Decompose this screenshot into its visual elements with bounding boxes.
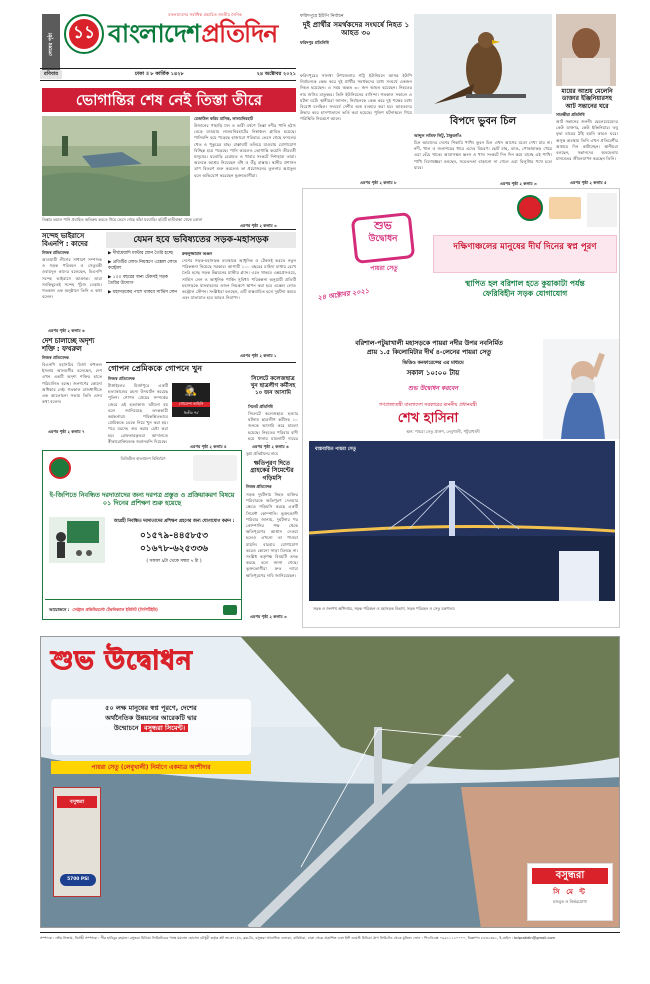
cement-bag-illustration	[53, 787, 101, 897]
logo-part2: প্রতিদিন	[201, 19, 278, 48]
training-icon	[49, 517, 105, 563]
mother-photo	[556, 14, 616, 86]
masthead-logo	[108, 18, 308, 54]
bashundhara-ribbon: পায়রা সেতু (লেবুখালী) নির্মাণে একমাত্র অংশীদার	[51, 761, 251, 774]
mother-headline[interactable]: মায়ের আশ্রয় মেলেনি ডাক্তার ইঞ্জিনিয়ারসহ আট সন্তানের ঘরে	[561, 88, 613, 110]
bridge-desc-2: প্রায় ১.৫ কিলোমিটার দীর্ঘ ৪-লেনের পায়রা সেতু	[366, 348, 492, 356]
highway-headline-box	[106, 232, 296, 248]
cement-byline: নিজস্ব প্রতিবেদক	[246, 484, 272, 489]
bridge-desc-1: বরিশাল-পটুয়াখালী মহাসড়কে পায়রা নদীর উপর নবনির্মিত	[355, 339, 503, 347]
faridpur-continue[interactable]: এরপর পৃষ্ঠা ২ কলাম ৮	[360, 180, 397, 185]
kite-headline-box	[414, 116, 552, 129]
cement-continue[interactable]: এরপর পৃষ্ঠা ২ কলাম ৩	[250, 614, 287, 619]
corner-label: লেষের পৃষ্ঠা	[48, 32, 54, 56]
highway-bullet: ▶ মহাসড়কের পাশে থাকবে সার্ভিস লেন	[108, 290, 177, 295]
stamp-shubho: শুভ	[374, 219, 392, 232]
night-bridge-illustration	[309, 441, 615, 601]
egp-note: আগ্রহী নিবন্ধিত দরদাতাদের প্রশিক্ষণ গ্রহণের জন্য যোগাযোগ করুন :	[113, 519, 235, 524]
pm-portrait	[543, 339, 619, 439]
teesta-caption: তিস্তার ভয়াল পানি প্রবাহিত অতিক্রম করতে গিয়ে ভেসে গেছে কাঁচা ঘরবাড়ি। ছবিটি হাতীবান্ধা থেকে তোলা	[42, 217, 203, 222]
kite-illustration	[414, 14, 552, 114]
venue-line: স্থান: পায়রা সেতু প্রাঙ্গণ, লেবুখালী, পটুয়াখালী	[406, 429, 480, 434]
stamp-bridge-name: পায়রা সেতু	[370, 265, 398, 272]
mother-byline: সাতক্ষীরা প্রতিনিধি	[556, 112, 585, 117]
highway-bullet: ▶ ১০০ বছরের জন্য টেকসই সড়ক তৈরির উদ্যোগ	[108, 275, 168, 286]
bashundhara-ad	[40, 636, 620, 928]
mujib-logo-icon	[193, 455, 237, 481]
lover-body: টাঙ্গাইলের মির্জাপুরে একটি হত্যাকাণ্ডের রহস্য উদঘাটন করেছে পুলিশ। গোপন প্রেমের সম্পর্কের জেরে এই হত্যাকাণ্ড ঘটানো হয় বলে জানিয়েছে তদন্তকারী কর্মকর্তারা। পরিকল্পিতভাবে প্রেমিককে ডেকে নিয়ে খুন করা হয়। পরে মরদেহ গুম করার চেষ্টা করা হয়। গ্রেফতারকৃতরা আদালতে স্বীকারোক্তিমূলক জবানবন্দি দিয়েছে।	[108, 383, 168, 443]
psi-badge: 5700 PSI	[60, 874, 96, 886]
teesta-body: উজানের পাহাড়ি ঢল ও ভারী বর্ষণে তিস্তা নদীর পানি হঠাৎ বেড়ে যাওয়ায় লালমনিরহাটের নিম্নাঞ্চল প্লাবিত হয়েছে। পানিবন্দি হয়ে পড়েছে হাজারো পরিবার। ভেসে গেছে ফসলের খেত ও পুকুরের মাছ। রাস্তাঘাট তলিয়ে যাওয়ায় যোগাযোগ বিচ্ছিন্ন হয়ে পড়েছে। পানি কমলেও ভোগান্তি কমেনি তীরবর্তী মানুষের। ঘরবাড়ি মেরামত ও খাবার সংকটে দিশাহারা তারা। অনেকে আশ্রয় নিয়েছেন বাঁধ ও উঁচু রাস্তায়। স্থানীয় প্রশাসন ত্রাণ বিতরণ শুরু করলেও তা প্রয়োজনের তুলনায় অপ্রতুল বলে অভিযোগ করেছেন ভুক্তভোগীরা।	[194, 123, 296, 178]
egp-logo-icon	[223, 605, 237, 615]
imprint-line: সম্পাদক : নঈম নিজাম, নির্বাহী সম্পাদক : পীর হাবিবুর রহমান। বসুন্ধরা মিডিয়া লিমিটেডের পক্ষে ময়নাল হোসেন চৌধুরী কর্তৃক প্লট নং-৩৭১/এ, ব্লক-ডি, বসুন্ধরা আবাসিক এলাকা, বারিধারা, ঢাকা থেকে প্রকাশিত এবং ইস্ট ওয়েস্ট মিডিয়া গ্রুপ লিমিটেড থেকে মুদ্রিত। ফোন : পিএবিএক্স ০৯৬১১১২০০০০, বিজ্ঞাপন ৮৪৩২৩৬১, ই-মেইল : bdpratidin@gmail.com	[40, 936, 556, 940]
cement-headline[interactable]: ক্ষতিপূরণ দিতে গ্রাহকের সিমেন্টের গড়িমসি	[250, 460, 294, 482]
highway-body: দেশের সড়ক-মহাসড়ক ব্যবস্থাকে আধুনিক ও টেকসই করতে নতুন পরিকল্পনা নিয়েছে সরকার। আগামী ১০০ বছরের চাহিদা মাথায় রেখে তৈরি হচ্ছে সড়ক উন্নয়নের মাস্টার প্ল্যান। এতে থাকবে এক্সপ্রেসওয়ে, সার্ভিস লেন ও আধুনিক পার্কিং সুবিধা। পরিকল্পনা অনুযায়ী প্রতিটি মহাসড়কে যানবাহনের ওজন নিয়ন্ত্রণে স্থাপন করা হবে এক্সেল লোড কন্ট্রোল স্টেশন। সংশ্লিষ্টরা বলছেন, এটি বাস্তবায়িত হলে দুর্ঘটনা কমবে এবং যাতায়াত হবে আরও নিরাপদ।	[182, 258, 296, 301]
dream-banner	[433, 235, 617, 273]
highway-bullet: ▶ প্রতিটির লোড নিয়ন্ত্রণে এক্সেল লোড কন্ট্রোল	[108, 260, 177, 271]
training-illustration	[49, 517, 105, 563]
egp-footer	[45, 599, 241, 619]
flood-illustration	[42, 116, 190, 216]
govt-emblem-icon	[49, 457, 71, 479]
bridge-ad-footer: সড়ক ও জনপথ অধিদপ্তর, সড়ক পরিবহন ও মহাসড়ক বিভাগ, সড়ক পরিবহন ও সেতু মন্ত্রণালয়	[313, 606, 455, 611]
sylhet-headline[interactable]: সিলেটে কলেজছাত্র খুন ছাত্রলীগ কর্মীসহ ১০ জন আসামি	[250, 376, 296, 396]
fakhrul-continue[interactable]: এরপর পৃষ্ঠা ২ কলাম ৭	[48, 429, 85, 434]
kite-headline[interactable]: বিপদে ভুবন চিল	[449, 116, 517, 127]
link-line-1: স্থাপিত হল বরিশাল হতে কুয়াকাটা পর্যন্ত	[465, 279, 585, 288]
bridge-photo-label: বাস্তবায়িত পায়রা সেতু	[315, 447, 357, 452]
mujib-100-logo-icon	[549, 197, 581, 219]
link-line	[433, 279, 617, 299]
dream-line: দক্ষিণাঞ্চলের মানুষের দীর্ঘ দিনের স্বপ্ন পূরণ	[453, 242, 597, 252]
pm-name: শেখ হাসিনা	[397, 411, 459, 426]
faridpur-body: ফরিদপুরের সালথা উপজেলার গট্টি ইউনিয়নে আসন্ন ইউপি নির্বাচনকে কেন্দ্র করে দুই প্রার্থীর সমর্থকদের মধ্যে সংঘর্ষে একজন নিহত হয়েছেন। এ সময় অন্তত ৩০ জন আহত হয়েছেন। নিহতের নাম জসিম মাতুব্বর। তিনি ইউনিয়নের বাসিন্দা। গতকাল সকালে এ ঘটনা ঘটে। স্থানীয়রা জানান, নির্বাচনকে কেন্দ্র করে দুই পক্ষের মধ্যে বিরোধ চলছিল। সংঘর্ষে দেশীয় অস্ত্র ব্যবহার করা হয়। আহতদের উদ্ধার করে হাসপাতালে ভর্তি করা হয়েছে। পুলিশ ঘটনাস্থলে গিয়ে পরিস্থিতি নিয়ন্ত্রণে আনে।	[300, 73, 412, 122]
video-line: ভিডিও কনফারেন্সের এর মাধ্যমে	[402, 361, 464, 366]
egp-ad	[42, 450, 242, 620]
govt-seal-icon	[517, 195, 543, 221]
bashundhara-logo-main: বসুন্ধরা	[532, 868, 608, 884]
egp-top-note: ডিজিটাল বাংলাদেশ বিনির্মাণে	[120, 456, 166, 461]
dateline-city: ঢাকা ॥ ৮ কার্তিক ১৪২৮	[134, 71, 184, 78]
sylhet-continue[interactable]: এরপর পৃষ্ঠা ২ কলাম ৬	[252, 444, 289, 449]
brand-highlight: বসুন্ধরা সিমেন্ট।	[141, 724, 188, 732]
bnp-byline: নিজস্ব প্রতিবেদক	[42, 250, 69, 255]
cement-bag-label: বসুন্ধরা	[57, 796, 97, 808]
egp-headline: ই-জিপিতে নিবন্ধিত দরদাতাদের জন্য দরপত্র প্রস্তুত ও প্রক্রিয়াকরণ বিষয়ে ০১ দিনের প্রশিক্ষণ শুরু হয়েছে	[49, 491, 235, 507]
faridpur-byline: ফরিদপুর প্রতিনিধি	[300, 39, 329, 45]
pm-portrait-illustration	[543, 339, 619, 439]
tagline: বাংলাদেশের সর্বাধিক প্রচারিত জাতীয় দৈনিক	[168, 12, 242, 17]
payra-bridge-ad	[302, 188, 620, 628]
anniversary-number: ১১	[72, 23, 96, 43]
highway-bullet: ▶ দীর্ঘমেয়াদি মাস্টার প্ল্যান তৈরি হচ্ছে	[108, 251, 173, 256]
teesta-byline: রেজাউল করিম মানিক, লালমনিরহাট	[194, 116, 253, 121]
bnp-continue[interactable]: এরপর পৃষ্ঠা ২ কলাম ৬	[48, 328, 85, 333]
faridpur-headline[interactable]: দুই প্রার্থীর সমর্থকদের সংঘর্ষে নিহত ১ আহত ৩০	[302, 19, 410, 38]
bashundhara-headline: শুভ উদ্বোধন	[51, 646, 193, 676]
egp-footer-left: আয়োজনে :	[49, 607, 70, 612]
bashundhara-logo-sub: সি মে ন্ট	[553, 888, 587, 896]
bashundhara-logo-slogan: মজবুত ও নির্ভরযোগ্য	[552, 898, 588, 904]
lover-byline: নিজস্ব প্রতিবেদক	[108, 376, 135, 381]
lover-continue[interactable]: এরপর পৃষ্ঠা ২ কলাম ৪	[190, 444, 227, 449]
cement-kicker: ভুয়া প্রতিষ্ঠানের নামে	[246, 451, 278, 456]
teesta-continue[interactable]: এরপর পৃষ্ঠা ২ কলাম ৩	[240, 223, 277, 228]
time-line: সকাল ১০:০০ টায়	[406, 369, 460, 377]
fakhrul-headline[interactable]: দেশ চালাচ্ছে অদৃশ্য শক্তি : ফখরুল	[42, 337, 95, 353]
fakhrul-body: বিএনপি মহাসচিব মির্জা ফখরুল ইসলাম আলমগীর বলেছেন, দেশ এখন একটি অদৃশ্য শক্তির হাতে পরিচালিত হচ্ছে। জনগণের কোনো অধিকার নেই। গতকাল রাজধানীতে এক আলোচনা সভায় তিনি এসব কথা বলেন।	[42, 362, 102, 405]
lover-headline[interactable]: গোপন প্রেমিককে গোপনে খুন	[108, 364, 202, 373]
bashundhara-body-1: ৫০ লক্ষ মানুষের স্বপ্ন পূরণে, দেশের	[105, 704, 197, 712]
egp-hours: ( সকাল ৯টা থেকে সন্ধ্যা ৭ টা )	[146, 559, 202, 564]
dateline-day: রবিবার	[40, 70, 62, 78]
mother-body: আট সন্তানের জননী। ছেলেমেয়েদের কেউ ডাক্তার, কেউ ইঞ্জিনিয়ার। তবু বৃদ্ধা মায়ের ঠাঁই হয়নি কারও ঘরে। অসুস্থ অবস্থায় তিনি এখন প্রতিবেশীর আশ্রয়ে দিন কাটাচ্ছেন। স্থানীয়রা বলছেন, সন্তানদের অবহেলায় মানবেতর জীবনযাপন করছেন তিনি।	[556, 119, 618, 162]
pm-title: গণপ্রজাতন্ত্রী বাংলাদেশ সরকারের মাননীয় প্রধানমন্ত্রী	[379, 403, 477, 408]
faridpur-story	[300, 14, 412, 45]
lover-body-2	[212, 383, 246, 443]
stamp-udbodhon: উদ্বোধন	[368, 234, 398, 244]
portrait-logo-icon	[587, 193, 617, 227]
highway-byline: রুকনুজ্জামান অঞ্জন	[182, 251, 213, 256]
teesta-headline-banner	[42, 88, 296, 112]
sylhet-byline: সিলেট প্রতিনিধি	[248, 404, 273, 409]
logo-part1: বাংলাদেশ	[108, 19, 200, 48]
detective-badge-title: গোয়েন্দা কাহিনি	[172, 402, 210, 407]
detective-badge	[172, 383, 210, 417]
bashundhara-body-3: উন্মোচনে বসুন্ধরা সিমেন্ট।	[55, 723, 247, 733]
teesta-photo	[42, 116, 190, 216]
bridge-desc	[309, 339, 549, 357]
inaug-line: শুভ উদ্বোধন করবেন	[408, 385, 458, 392]
egp-footer-org: সেন্ট্রাল প্রকিউরমেন্ট টেকনিক্যাল ইউনিট (সিপিটিইউ)	[72, 607, 158, 612]
bnp-body: আওয়ামী লীগের সাধারণ সম্পাদক ও সড়ক পরিবহন ও সেতুমন্ত্রী ওবায়দুল কাদের বলেছেন, বিএনপি সন্দেহ ভাইরাসে আক্রান্ত। তারা সবকিছুতেই সন্দেহ খুঁজে বেড়ায়। গতকাল এক অনুষ্ঠানে তিনি এ কথা বলেন।	[42, 257, 102, 300]
bashundhara-headline-box	[51, 645, 281, 679]
anniversary-seal	[64, 14, 104, 54]
dateline-date: ২৪ অক্টোবর ২০২১	[256, 71, 296, 78]
bnp-headline[interactable]: সন্দেহ ভাইরাসে বিএনপি : কাদের	[42, 232, 88, 248]
faridpur-kicker: ফরিদপুরে ইউপি নির্বাচন	[300, 14, 344, 19]
kite-continue[interactable]: এরপর পৃষ্ঠা ২ কলাম ৩	[500, 181, 537, 186]
link-line-2: ফেরিবিহীন সড়ক যোগাযোগ	[482, 289, 568, 298]
kite-photo	[414, 14, 552, 114]
fakhrul-byline: নিজস্ব প্রতিবেদক	[42, 355, 69, 360]
highway-continue[interactable]: এরপর পৃষ্ঠা ২ কলাম ১	[240, 353, 277, 358]
bashundhara-body	[51, 699, 251, 755]
egp-phone-1[interactable]: ০১৫৭৯-৪৪৫৮৫৩	[139, 531, 208, 541]
inauguration-stamp	[343, 215, 423, 285]
highway-headline[interactable]: যেমন হবে ভবিষ্যতের সড়ক-মহাসড়ক	[133, 234, 269, 246]
highway-bullets	[108, 251, 178, 299]
corner-tab	[42, 14, 60, 74]
egp-phone-2[interactable]: ০১৬৭৮-৬২৫৩৩৬	[139, 544, 209, 554]
bashundhara-logo	[527, 863, 613, 921]
mother-continue[interactable]: এরপর পৃষ্ঠা ২ কলাম ৫	[570, 180, 607, 185]
detective-badge-sub: দ্বিতীয় পর্ব	[183, 410, 199, 415]
teesta-headline[interactable]: ভোগান্তির শেষ নেই তিস্তা তীরে	[75, 90, 263, 109]
detective-icon: 🕵	[184, 386, 198, 397]
kite-byline: আব্দুল লতিফ লিটু, ঠাকুরগাঁও	[414, 133, 462, 138]
cement-body: সড়ক দুর্ঘটনায় নিহত ব্যক্তির পরিবারকে ক্ষতিপূরণ দেওয়ার ক্ষেত্রে গড়িমসি করছে একটি সিমেন্ট কোম্পানি। ভুক্তভোগী পরিবার জানায়, দুর্ঘটনার পর কোম্পানির পক্ষ থেকে ক্ষতিপূরণের আশ্বাস দেওয়া হলেও এখনো তা পাওয়া যায়নি। বারবার যোগাযোগ করেও কোনো সাড়া মিলছে না। সংশ্লিষ্ট কর্তৃপক্ষ বিষয়টি তদন্ত করছে বলে জানা গেছে। ভুক্তভোগীরা দ্রুত ন্যায্য ক্ষতিপূরণের দাবি জানিয়েছেন।	[246, 492, 298, 578]
sylhet-body: সিলেটে কলেজছাত্র হত্যার ঘটনায় ছাত্রলীগ কর্মীসহ ১০ জনকে আসামি করে মামলা হয়েছে। নিহতের পরিবার বাদী হয়ে থানায় মামলাটি দায়ের	[248, 411, 298, 441]
dateline-bar	[40, 70, 296, 79]
bridge-date-line: ২৪ অক্টোবর ২০২১	[317, 286, 370, 303]
bridge-photo	[309, 441, 615, 601]
kite-body: চিল আমাদের দেশের শিকারি পাখি। ভুবন চিল এখন আগের মতো দেখা যায় না। নদী, খাল ও জলাশয়ের ধারে এদের বিচরণ। ছোট মাছ, ব্যাঙ, পোকামাকড় খেয়ে এরা বেঁচে থাকে। আবাসস্থল ধ্বংস ও খাদ্য সংকটে দিন দিন কমে যাচ্ছে এই পাখি। পাখি বিশেষজ্ঞরা বলছেন, সচেতনতা বাড়ানো না গেলে এরা বিলুপ্তির পথে চলে যাবে।	[414, 140, 552, 170]
bashundhara-body-2: অর্থনৈতিক উন্নয়নের আরেকটি দ্বার	[105, 714, 197, 722]
mother-illustration	[556, 14, 616, 86]
